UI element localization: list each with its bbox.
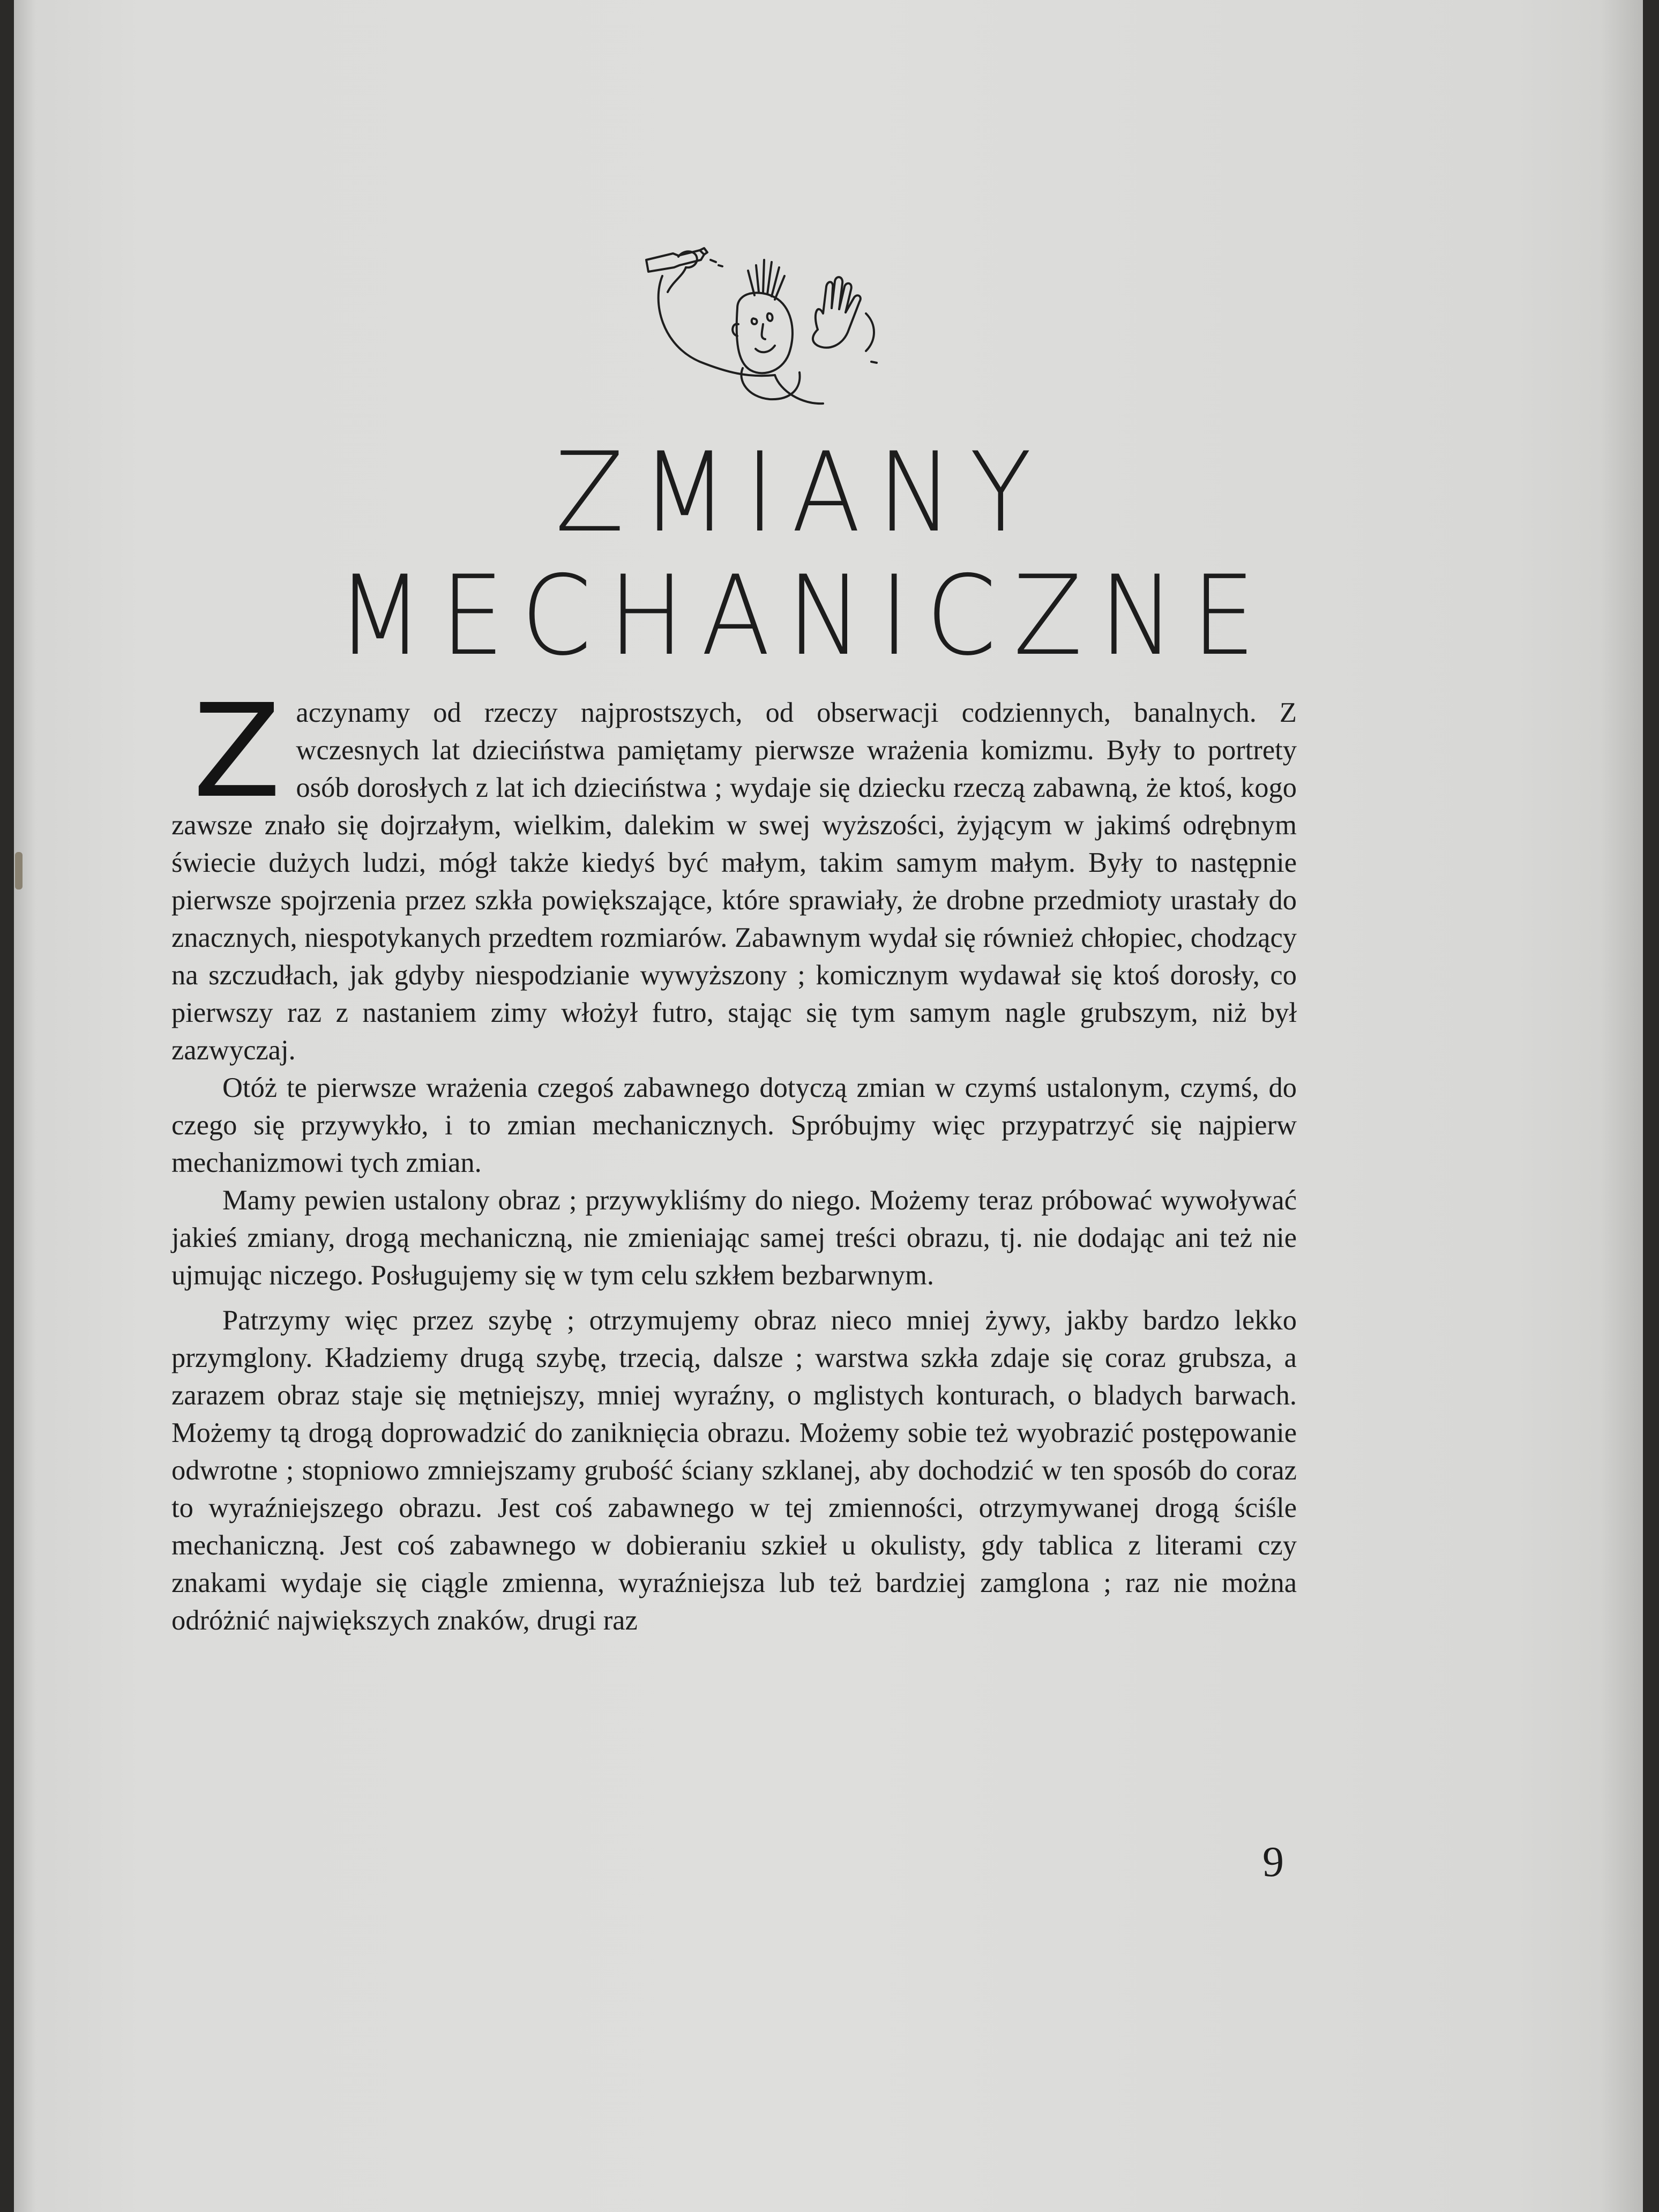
man-with-bottle-illustration: [641, 244, 893, 421]
page-edge-mark: [15, 852, 23, 890]
paragraph-text: aczynamy od rzeczy najprostszych, od obserwacji codziennych, banalnych. Z wczesnych lat dzieciństwa pamiętamy pierwsze wrażenia komizmu. Były to portrety osób dorosłych z lat ich dzieciństwa ; wydaje się dziecku rzeczą zabawną, że ktoś, kogo zawsze znało się dojrzałym, wielkim, dalekim w swej wyższości, żyjącym w jakimś odrębnym świecie dużych ludzi, mógł także kiedyś być małym, takim samym małym. Były to następnie pierwsze spojrzenia przez szkła powiększające, które sprawiały, że drobne przedmioty urastały do znacznych, niespotykanych przedtem rozmiarów. Zabawnym wydał się również chłopiec, chodzący na szczudłach, jak gdyby niespodzianie wywyższony ; komicznym wydawał się ktoś dorosły, co pierwszy raz z nastaniem zimy włożył futro, stając się tym samym nagle grubszym, niż był zazwyczaj.: [171, 697, 1297, 1066]
paragraph: Otóż te pierwsze wrażenia czegoś zabawnego dotyczą zmian w czymś ustalonym, czymś, do czego się przywykło, i to zmian mechanicznych. Spróbujmy więc przypatrzyć się najpierw mechanizmowi tych zmian.: [171, 1072, 1297, 1178]
drop-cap: Z: [193, 676, 281, 826]
chapter-body: [171, 676, 1297, 1639]
chapter-title-line-1: ZMIANY: [555, 429, 1049, 557]
paragraph: Mamy pewien ustalony obraz ; przywykliśmy do niego. Możemy teraz próbować wywoływać jakieś zmiany, drogą mechaniczną, nie zmieniając samej treści obrazu, tj. nie dodając ani też nie ujmując niczego. Posługujemy się w tym celu szkłem bezbarwnym.: [171, 1185, 1297, 1291]
page-gutter-shadow: [14, 0, 35, 2212]
chapter-title-line-2: MECHANICZNE: [336, 552, 1273, 680]
book-page: [14, 0, 1643, 2212]
page-number: 9: [1262, 1839, 1284, 1886]
paragraph: [171, 676, 1297, 1069]
page-edge-shadow: [1600, 0, 1643, 2212]
paragraph: Patrzymy więc przez szybę ; otrzymujemy obraz nieco mniej żywy, jakby bardzo lekko przymglony. Kładziemy drugą szybę, trzecią, dalsze ; warstwa szkła zdaje się coraz grubsza, a zarazem obraz staje się mętniejszy, mniej wyraźny, o mglistych konturach, o bladych barwach. Możemy tą drogą doprowadzić do zaniknięcia obrazu. Możemy sobie też wyobrazić postępowanie odwrotne ; stopniowo zmniejszamy grubość ściany szklanej, aby dochodzić w ten sposób do coraz to wyraźniejszego obrazu. Jest coś zabawnego w tej zmienności, otrzymywanej drogą ściśle mechaniczną. Jest coś zabawnego w dobieraniu szkieł u okulisty, gdy tablica z literami czy znakami wydaje się ciągle zmienna, wyraźniejsza lub też bardziej zamglona ; raz nie można odróżnić największych znaków, drugi raz: [171, 1305, 1297, 1636]
